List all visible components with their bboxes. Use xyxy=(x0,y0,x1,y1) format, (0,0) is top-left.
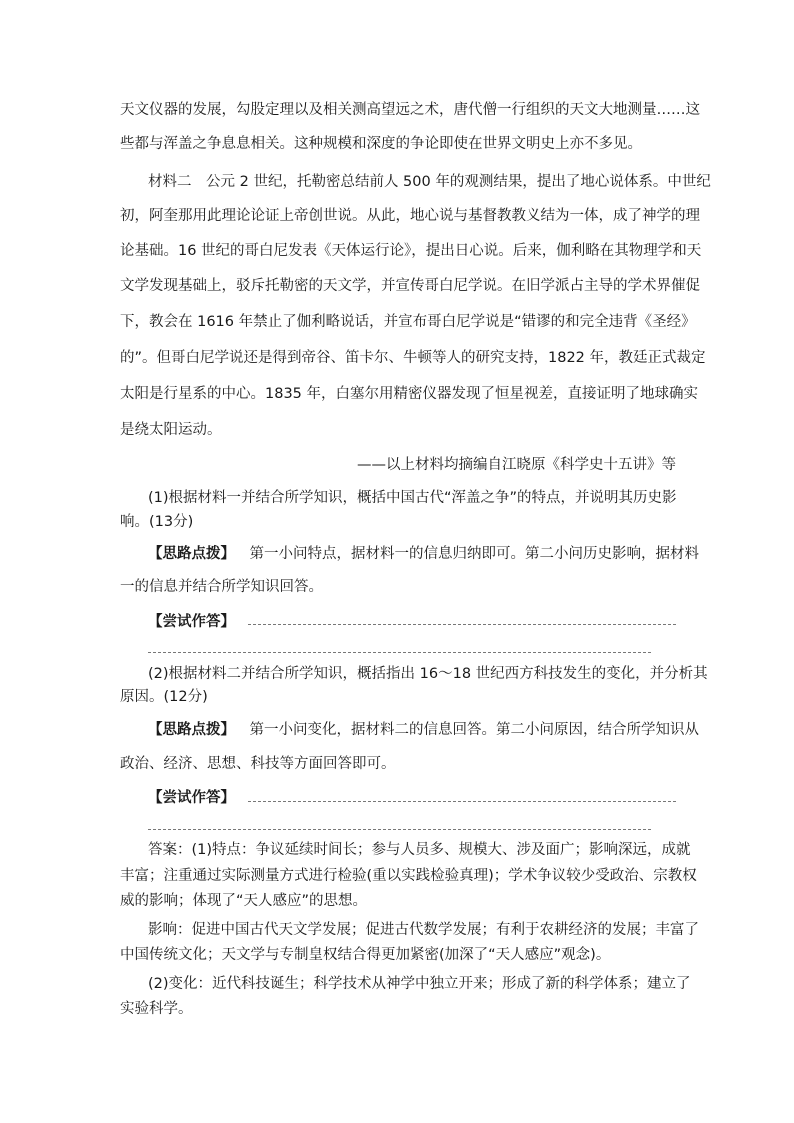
material2-line-2: 初，阿奎那用此理论论证上帝创世说。从此，地心说与基督教教义结为一体，成了神学的理 xyxy=(120,208,700,224)
material2-line-1: 材料二 公元 2 世纪，托勒密总结前人 500 年的观测结果，提出了地心说体系。中世纪 xyxy=(148,174,711,190)
q2-line-1: (2)根据材料二并结合所学知识，概括指出 16～18 世纪西方科技发生的变化，并分析其 xyxy=(148,666,708,682)
answer-line-7: 实验科学。 xyxy=(120,1001,193,1017)
q1-hint-text-2: 一的信息并结合所学知识回答。 xyxy=(120,579,323,595)
material2-line-5: 下，教会在 1616 年禁止了伽利略说话，并宣布哥白尼学说是“错谬的和完全违背《圣经》 xyxy=(120,314,696,330)
q1-attempt-label: 【尝试作答】 xyxy=(148,614,235,630)
q2-line-2: 原因。(12分) xyxy=(120,689,208,705)
q2-attempt xyxy=(148,788,676,808)
q2-answer-line-1[interactable] xyxy=(248,801,676,802)
q2-hint-text-1: 第一小问变化，据材料二的信息回答。第二小问原因，结合所学知识从 xyxy=(249,722,699,738)
answer-line-4: 影响：促进中国古代天文学发展；促进古代数学发展；有利于农耕经济的发展；丰富了 xyxy=(148,922,699,938)
material-source: ——以上材料均摘编自江晓原《科学史十五讲》等 xyxy=(357,457,676,473)
q1-line-1: (1)根据材料一并结合所学知识，概括中国古代“浑盖之争”的特点，并说明其历史影 xyxy=(148,490,677,506)
q2-hint-text-2: 政治、经济、思想、科技等方面回答即可。 xyxy=(120,756,396,772)
material2-line-6: 的”。但哥白尼学说还是得到帝谷、笛卡尔、牛顿等人的研究支持，1822 年，教廷正式裁定 xyxy=(120,350,706,366)
answer-line-6: (2)变化：近代科技诞生；科学技术从神学中独立开来；形成了新的科学体系；建立了 xyxy=(148,976,691,992)
answer-line-1: 答案：(1)特点：争议延续时间长；参与人员多、规模大、涉及面广；影响深远，成就 xyxy=(148,842,691,858)
answer-line-3: 威的影响；体现了“天人感应”的思想。 xyxy=(120,893,368,909)
material2-line-3: 论基础。16 世纪的哥白尼发表《天体运行论》，提出日心说。后来，伽利略在其物理学和天 xyxy=(120,243,702,259)
material2-line-4: 文学发现基础上，驳斥托勒密的天文学，并宣传哥白尼学说。在旧学派占主导的学术界催促 xyxy=(120,278,700,294)
q1-hint-text-1: 第一小问特点，据材料一的信息归纳即可。第二小问历史影响，据材料 xyxy=(249,546,699,562)
q1-hint-label: 【思路点拨】 xyxy=(148,546,235,562)
q2-hint-label: 【思路点拨】 xyxy=(148,722,235,738)
q2-hint xyxy=(148,720,699,740)
q1-attempt xyxy=(148,612,676,632)
answer-line-2: 丰富；注重通过实际测量方式进行检验(重以实践检验真理)；学术争议较少受政治、宗教权 xyxy=(120,868,697,884)
q2-answer-line-2[interactable] xyxy=(148,829,651,830)
q1-line-2: 响。(13分) xyxy=(120,514,194,530)
answer-line-5: 中国传统文化；天文学与专制皇权结合得更加紧密(加深了“天人感应”观念)。 xyxy=(120,947,611,963)
intro-line-1: 天文仪器的发展，勾股定理以及相关测高望远之术，唐代僧一行组织的天文大地测量……这 xyxy=(120,102,700,118)
q1-answer-line-1[interactable] xyxy=(248,624,676,625)
material2-line-8: 是绕太阳运动。 xyxy=(120,422,222,438)
q2-attempt-label: 【尝试作答】 xyxy=(148,790,235,806)
q1-hint xyxy=(148,544,699,564)
q1-answer-line-2[interactable] xyxy=(148,652,651,653)
material2-line-7: 太阳是行星系的中心。1835 年，白塞尔用精密仪器发现了恒星视差，直接证明了地球确实 xyxy=(120,386,699,402)
intro-line-2: 些都与浑盖之争息息相关。这种规模和深度的争论即使在世界文明史上亦不多见。 xyxy=(120,136,642,152)
